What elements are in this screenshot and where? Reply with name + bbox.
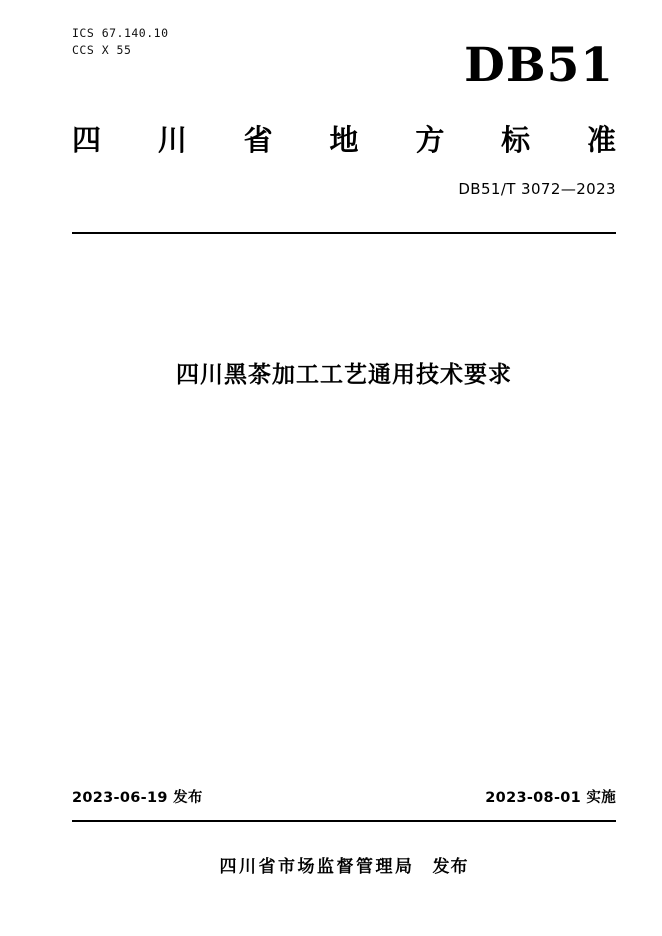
- province-char-0: 四: [72, 123, 102, 157]
- ccs-code: CCS X 55: [72, 43, 132, 57]
- province-char-5: 标: [501, 123, 531, 157]
- date-row: [72, 786, 616, 807]
- effective-date: 2023-08-01 实施: [485, 790, 616, 806]
- province-char-4: 方: [415, 123, 445, 157]
- top-divider: [72, 232, 616, 234]
- publisher-verb: 发布: [432, 857, 469, 877]
- publisher-name: 四川省市场监督管理局: [219, 857, 415, 877]
- standard-number: DB51/T 3072—2023: [458, 180, 616, 198]
- ics-code: ICS 67.140.10: [72, 26, 169, 40]
- province-standard-heading: [72, 118, 616, 159]
- province-char-6: 准: [586, 123, 616, 157]
- publisher-line: [72, 852, 616, 877]
- province-char-1: 川: [157, 123, 187, 157]
- province-char-2: 省: [243, 123, 273, 157]
- standard-mark: DB51: [464, 38, 614, 93]
- bottom-divider: [72, 820, 616, 822]
- issue-date: 2023-06-19 发布: [72, 790, 203, 806]
- page-title: 四川黑茶加工工艺通用技术要求: [176, 362, 512, 388]
- province-char-3: 地: [329, 123, 359, 157]
- classification-codes: [72, 25, 169, 59]
